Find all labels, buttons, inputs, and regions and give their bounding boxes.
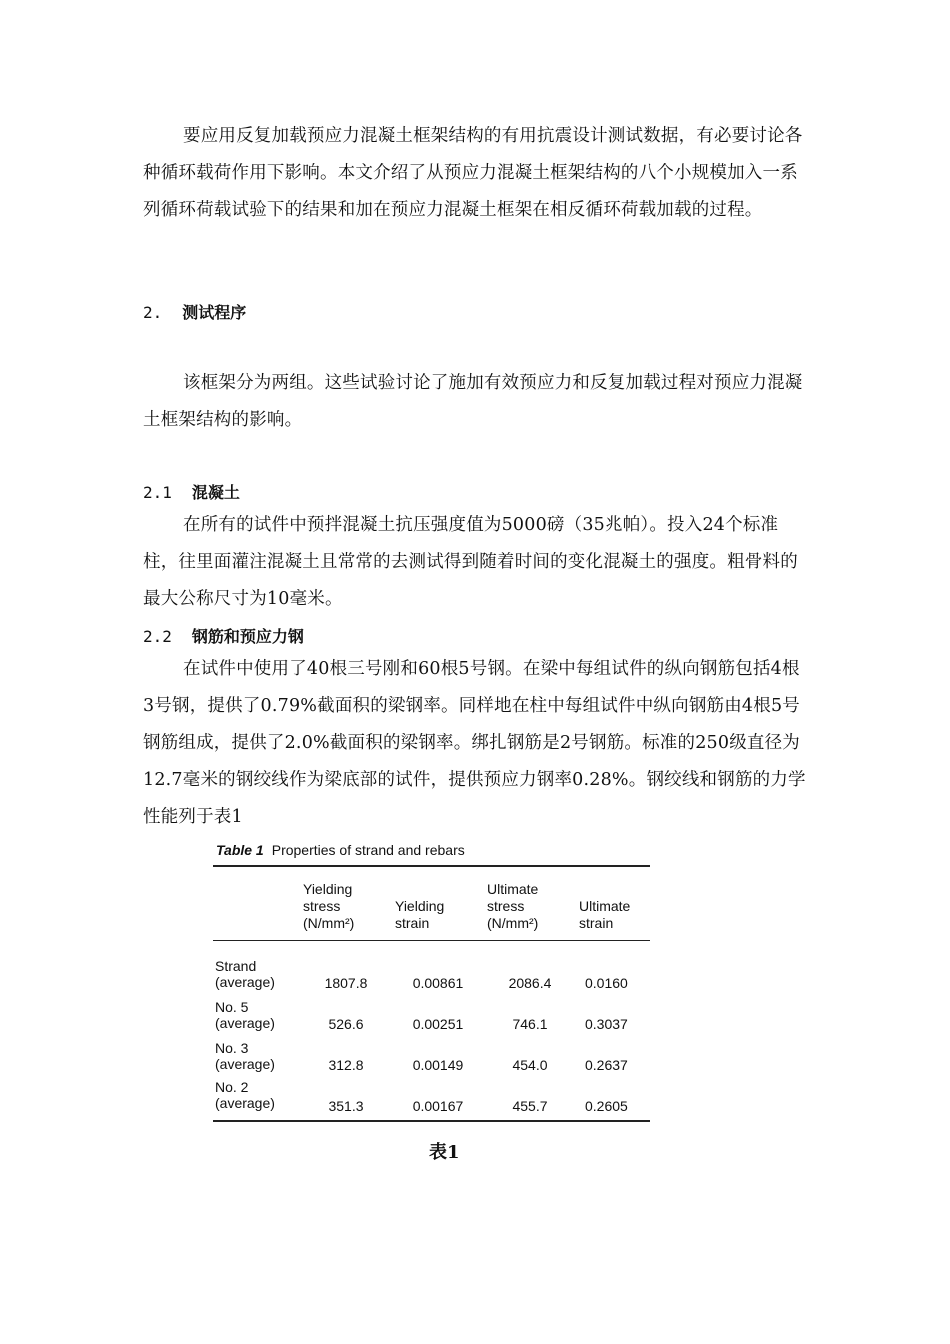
row-label <box>213 1076 301 1121</box>
header-line: (N/mm²) <box>303 915 355 931</box>
properties-table <box>213 865 650 1122</box>
section-number: 2.1 <box>143 483 172 502</box>
cell-ultimate-strain: 0.3037 <box>585 1016 628 1032</box>
header-ultimate-strain <box>577 866 650 941</box>
header-line: strain <box>579 915 614 931</box>
cell-yielding-stress: 526.6 <box>328 1016 364 1032</box>
cell-ultimate-stress: 454.0 <box>512 1057 548 1073</box>
section-number: 2. <box>143 303 163 322</box>
table-row <box>213 1035 650 1076</box>
row-sub: (average) <box>215 1095 275 1111</box>
cell-yielding-stress: 351.3 <box>328 1098 364 1114</box>
header-line: stress <box>487 898 525 914</box>
row-label <box>213 1035 301 1076</box>
cell-ultimate-stress: 455.7 <box>512 1098 548 1114</box>
table-label: Table 1 <box>216 842 264 858</box>
section-title: 钢筋和预应力钢 <box>191 627 304 646</box>
header-line: stress <box>303 898 341 914</box>
row-label <box>213 994 301 1035</box>
cell-ultimate-stress: 2086.4 <box>508 975 552 991</box>
cell-yielding-stress: 1807.8 <box>324 975 368 991</box>
table-caption <box>216 842 465 858</box>
cell-yielding-stress: 312.8 <box>328 1057 364 1073</box>
row-name: No. 5 <box>215 998 249 1015</box>
header-yielding-strain <box>393 866 485 941</box>
intro-paragraph: 要应用反复加载预应力混凝土框架结构的有用抗震设计测试数据，有必要讨论各种循环载荷作用下影响。本文介绍了从预应力混凝土框架结构的八个小规模加入一系列循环荷载试验下的结果和加在预应力混凝土框架在相反循环荷载加载的过程。 <box>143 126 803 220</box>
row-sub: (average) <box>215 1055 275 1072</box>
header-line: strain <box>395 915 430 931</box>
section-2-paragraph: 该框架分为两组。这些试验讨论了施加有效预应力和反复加载过程对预应力混凝土框架结构的影响。 <box>143 373 803 430</box>
row-name: No. 2 <box>215 1079 249 1095</box>
cell-ultimate-strain: 0.2637 <box>585 1057 628 1073</box>
table-row <box>213 994 650 1035</box>
row-label <box>213 941 301 995</box>
header-line: Yielding <box>395 898 445 914</box>
header-yielding-stress <box>301 866 393 941</box>
cell-yielding-strain: 0.00251 <box>412 1016 464 1032</box>
cell-yielding-strain: 0.00149 <box>412 1057 464 1073</box>
header-line: Yielding <box>303 881 353 897</box>
section-2-1-paragraph: 在所有的试件中预拌混凝土抗压强度值为5000磅（35兆帕）。投入24个标准柱，往里面灌注混凝土且常常的去测试得到随着时间的变化混凝土的强度。粗骨料的最大公称尺寸为10毫米。 <box>143 515 798 609</box>
row-sub: (average) <box>215 1014 275 1031</box>
cell-ultimate-strain: 0.0160 <box>585 975 628 991</box>
table-header-row <box>213 866 650 941</box>
header-ultimate-stress <box>485 866 577 941</box>
section-2-2-paragraph: 在试件中使用了40根三号刚和60根5号钢。在梁中每组试件的纵向钢筋包括4根3号钢，提供了0.79%截面积的梁钢率。同样地在柱中每组试件中纵向钢筋由4根5号钢筋组成，提供了2.0%截面积的梁钢率。绑扎钢筋是2号钢筋。标准的250级直径为12.7毫米的钢绞线作为梁底部的试件，提供预应力钢率0.28%。钢绞线和钢筋的力学性能列于表1 <box>143 659 806 827</box>
header-line: Ultimate <box>487 881 539 897</box>
header-line: Ultimate <box>579 898 631 914</box>
section-2-heading <box>143 300 246 323</box>
row-name: Strand <box>215 957 257 974</box>
section-2-1-heading <box>143 480 240 503</box>
cell-yielding-strain: 0.00861 <box>412 975 464 991</box>
table-caption-chinese: 表1 <box>429 1142 460 1163</box>
cell-yielding-strain: 0.00167 <box>412 1098 464 1114</box>
section-number: 2.2 <box>143 627 172 646</box>
cell-ultimate-strain: 0.2605 <box>585 1098 628 1114</box>
section-title: 混凝土 <box>191 483 240 502</box>
header-line: (N/mm²) <box>487 915 539 931</box>
row-sub: (average) <box>215 973 275 990</box>
table-row <box>213 941 650 995</box>
section-2-2-heading <box>143 624 304 647</box>
cell-ultimate-stress: 746.1 <box>512 1016 548 1032</box>
section-title: 测试程序 <box>182 303 247 322</box>
header-cell-empty <box>213 866 301 941</box>
row-name: No. 3 <box>215 1039 249 1056</box>
table-row <box>213 1076 650 1121</box>
table-title: Properties of strand and rebars <box>271 842 465 858</box>
